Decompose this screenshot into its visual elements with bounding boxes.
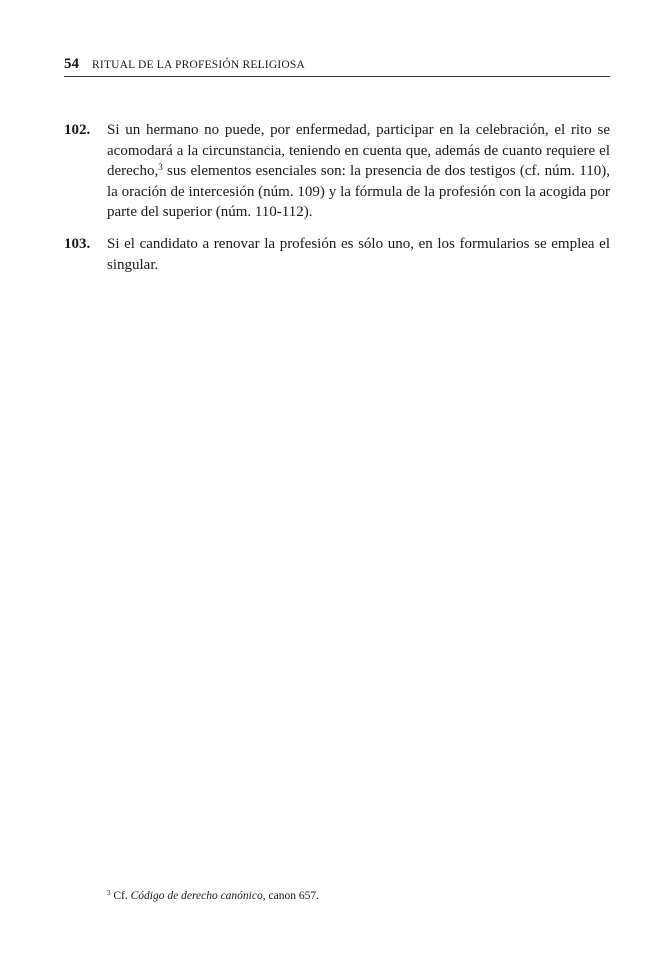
paragraph-text bbox=[107, 120, 610, 223]
paragraph-102 bbox=[64, 120, 610, 223]
paragraph-number: 103. bbox=[64, 236, 91, 252]
footnote-reference: 3 bbox=[158, 162, 163, 172]
footnote-prefix: Cf. bbox=[113, 890, 131, 902]
footnote-title: Código de derecho canónico, bbox=[130, 890, 266, 902]
footnote-marker: 3 bbox=[107, 889, 111, 897]
footnote-suffix: canon 657. bbox=[265, 890, 319, 902]
running-header bbox=[64, 56, 610, 77]
paragraph-text-part: Si un hermano no puede, por enfermedad, participar en la celebración, el rito se acomodará a la circunstancia, teniendo en cuenta que, además de cuanto requiere el derecho, bbox=[107, 122, 610, 179]
running-title: RITUAL DE LA PROFESIÓN RELIGIOSA bbox=[92, 59, 305, 71]
footnote bbox=[107, 890, 319, 902]
paragraph-text-part: sus elementos esenciales son: la presencia de dos testigos (cf. núm. 110), la oración de intercesión (núm. 109) y la fórmula de la profesión con la acogida por parte del superior (núm. 110-112). bbox=[107, 163, 610, 220]
page-number: 54 bbox=[64, 56, 79, 72]
paragraph-text: Si el candidato a renovar la profesión es sólo uno, en los formularios se emplea el singular. bbox=[107, 236, 610, 273]
paragraph-number: 102. bbox=[64, 122, 91, 138]
paragraph-103 bbox=[64, 234, 610, 275]
